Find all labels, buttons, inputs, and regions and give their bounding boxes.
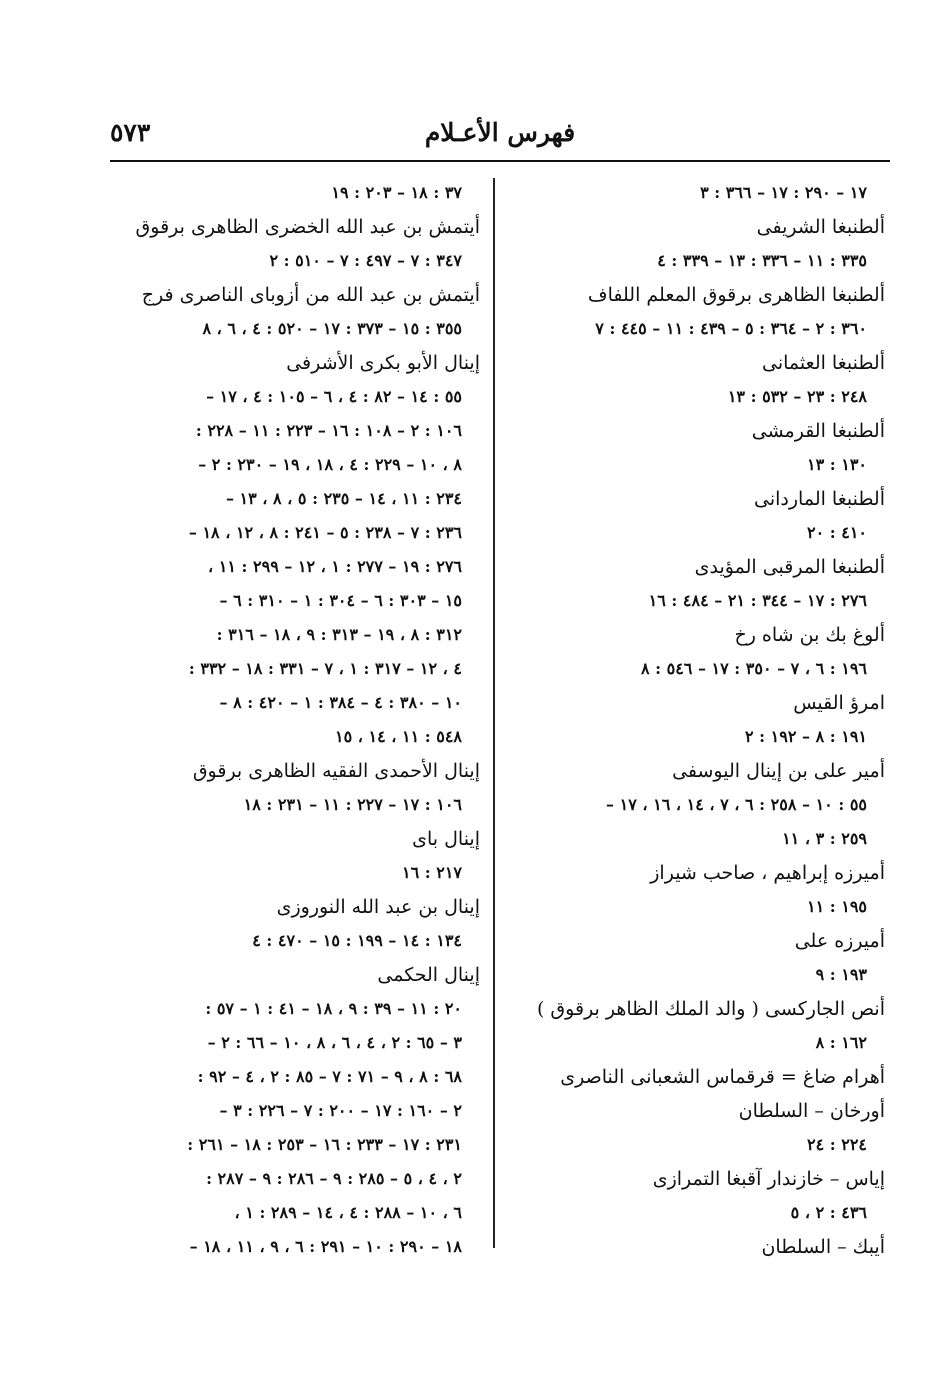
- left-column: [110, 176, 480, 1264]
- index-entry-name: أيتمش بن عبد الله من أزوباى الناصرى فرج: [141, 284, 480, 306]
- index-entry-name: ألطنبغا الماردانى: [754, 488, 885, 510]
- index-entry-name: أيتمش بن عبد الله الخضرى الظاهرى برقوق: [135, 216, 480, 238]
- index-entry-name: أورخان – السلطان: [738, 1100, 885, 1122]
- index-entry-name: ألوغ بك بن شاه رخ: [734, 624, 885, 646]
- index-entry-pages: ٢٠ : ١١ – ٣٩ : ٩ ، ١٨ – ٤١ : ١ – ٥٧ :: [205, 999, 462, 1018]
- index-entry-pages: ٣٦٠ : ٢ – ٣٦٤ : ٥ – ٤٣٩ : ١١ – ٤٤٥ : ٧: [595, 319, 867, 338]
- right-column: [515, 176, 885, 1264]
- index-entry-pages: ٢ – ١٦٠ : ١٧ – ٢٠٠ : ٧ – ٢٢٦ : ٣ –: [219, 1101, 462, 1120]
- index-entry-pages: ٢ ، ٤ ، ٥ – ٢٨٥ : ٩ – ٢٨٦ : ٩ – ٢٨٧ :: [206, 1169, 462, 1188]
- index-entry-name: أميرزه على: [794, 930, 885, 952]
- index-entry-pages: ٣٣٥ : ١١ – ٣٣٦ : ١٣ – ٣٣٩ : ٤: [657, 251, 867, 270]
- column-divider: [493, 178, 495, 1248]
- index-entry-name: أهرام ضاغ = قرقماس الشعبانى الناصرى: [560, 1066, 885, 1088]
- index-entry-name: امرؤ القيس: [793, 692, 885, 714]
- index-entry-pages: ٤١٠ : ٢٠: [806, 523, 867, 542]
- index-entry-name: إينال بن عبد الله النوروزى: [276, 896, 480, 918]
- index-entry-name: ألطنبغا القرمشى: [751, 420, 885, 442]
- index-entry-pages: ٤٣٦ : ٢ ، ٥: [790, 1203, 867, 1222]
- page-number: ٥٧٣: [110, 118, 151, 147]
- index-entry-pages: ٢٤٨ : ٢٣ – ٥٣٢ : ١٣: [727, 387, 867, 406]
- index-entry-pages: ١٩٦ : ٦ ، ٧ – ٣٥٠ : ١٧ – ٥٤٦ : ٨: [640, 659, 867, 678]
- page-title: فهرس الأعـلام: [424, 118, 576, 147]
- index-entry-pages: ٢٣٤ : ١١ ، ١٤ – ٢٣٥ : ٥ ، ٨ ، ١٣ –: [225, 489, 462, 508]
- index-entry-pages: ٢٧٦ : ١٧ – ٣٤٤ : ٢١ – ٤٨٤ : ١٦: [648, 591, 867, 610]
- index-entry-pages: ٣٥٥ : ١٥ – ٣٧٣ : ١٧ – ٥٢٠ : ٤ ، ٦ ، ٨: [202, 319, 462, 338]
- index-entry-name: إينال باى: [412, 828, 480, 850]
- page-header: [110, 118, 890, 158]
- index-entry-name: ألطنبغا العثمانى: [762, 352, 885, 374]
- index-entry-pages: ١٩٣ : ٩: [815, 965, 867, 984]
- index-entry-pages: ٢٥٩ : ٣ ، ١١: [782, 829, 867, 848]
- index-entry-pages: ١٩١ : ٨ – ١٩٢ : ٢: [745, 727, 867, 746]
- index-entry-pages: ١٣٤ : ١٤ – ١٩٩ : ١٥ – ٤٧٠ : ٤: [252, 931, 462, 950]
- index-entry-name: إياس – خازندار آقبغا التمرازى: [652, 1168, 885, 1190]
- index-entry-name: إينال الأحمدى الفقيه الظاهرى برقوق: [192, 760, 480, 782]
- index-entry-name: أيبك – السلطان: [761, 1236, 885, 1258]
- index-entry-name: أنص الجاركسى ( والد الملك الظاهر برقوق ): [536, 998, 885, 1020]
- header-rule: [110, 160, 890, 162]
- index-entry-pages: ٣ – ٦٥ : ٢ ، ٤ ، ٦ ، ٨ ، ١٠ – ٦٦ : ٢ –: [207, 1033, 462, 1052]
- index-entry-pages: ٥٥ : ١٤ – ٨٢ : ٤ ، ٦ – ١٠٥ : ٤ ، ١٧ –: [206, 387, 462, 406]
- index-entry-pages: ٦ ، ١٠ – ٢٨٨ : ٤ ، ١٤ – ٢٨٩ : ١ ،: [234, 1203, 462, 1222]
- index-entry-pages: ١٦٢ : ٨: [815, 1033, 867, 1052]
- index-entry-name: ألطنبغا الشريفى: [756, 216, 885, 238]
- index-entry-pages: ٢٣٦ : ٧ – ٢٣٨ : ٥ – ٢٤١ : ٨ ، ١٢ ، ١٨ –: [188, 523, 462, 542]
- index-entry-pages: ٥٤٨ : ١١ ، ١٤ ، ١٥: [334, 727, 462, 746]
- index-entry-name: ألطنبغا المرقبى المؤيدى: [694, 556, 885, 578]
- index-entry-name: إينال الحكمى: [377, 964, 480, 986]
- index-entry-pages: ١٩٥ : ١١: [806, 897, 867, 916]
- index-entry-name: إينال الأبو بكرى الأشرفى: [286, 352, 480, 374]
- index-entry-pages: ١٥ – ٣٠٣ : ٦ – ٣٠٤ : ١ – ٣١٠ : ٦ –: [219, 591, 462, 610]
- index-entry-pages: ٥٥ : ١٠ – ٢٥٨ : ٦ ، ٧ ، ١٤ ، ١٦ ، ١٧ –: [606, 795, 867, 814]
- index-entry-pages: ٤ ، ١٢ – ٣١٧ : ١ ، ٧ – ٣٣١ : ١٨ – ٣٣٢ :: [188, 659, 462, 678]
- index-entry-pages: ٢٧٦ : ١٩ – ٢٧٧ : ١ ، ١٢ – ٢٩٩ : ١١ ،: [208, 557, 462, 576]
- index-entry-pages: ٦٨ : ٨ ، ٩ – ٧١ : ٧ – ٨٥ : ٢ ، ٤ – ٩٢ :: [197, 1067, 462, 1086]
- index-entry-pages: ٣٧ : ١٨ – ٢٠٣ : ١٩: [331, 183, 462, 202]
- index-entry-pages: ١٠٦ : ١٧ – ٢٢٧ : ١١ – ٢٣١ : ١٨: [243, 795, 462, 814]
- index-entry-name: أمير على بن إينال اليوسفى: [672, 760, 885, 782]
- index-entry-name: أميرزه إبراهيم ، صاحب شيراز: [650, 862, 885, 884]
- index-entry-pages: ٣١٢ : ٨ ، ١٩ – ٣١٣ : ٩ ، ١٨ – ٣١٦ :: [216, 625, 462, 644]
- index-entry-name: ألطنبغا الظاهرى برقوق المعلم اللفاف: [587, 284, 885, 306]
- index-entry-pages: ١٠٦ : ٢ – ١٠٨ : ١٦ – ٢٢٣ : ١١ – ٢٢٨ :: [195, 421, 462, 440]
- index-entry-pages: ١٣٠ : ١٣: [806, 455, 867, 474]
- index-entry-pages: ٢٣١ : ١٧ – ٢٣٣ : ١٦ – ٢٥٣ : ١٨ – ٢٦١ :: [187, 1135, 462, 1154]
- index-entry-pages: ٢٢٤ : ٢٤: [806, 1135, 867, 1154]
- index-entry-pages: ١٨ – ٢٩٠ : ١٠ – ٢٩١ : ٦ ، ٩ ، ١١ ، ١٨ –: [189, 1237, 462, 1256]
- index-entry-pages: ٨ ، ١٠ – ٢٢٩ : ٤ ، ١٨ ، ١٩ – ٢٣٠ : ٢ –: [198, 455, 462, 474]
- index-entry-pages: ١٧ – ٢٩٠ : ١٧ – ٣٦٦ : ٣: [700, 183, 867, 202]
- index-entry-pages: ١٠ – ٣٨٠ : ٤ – ٣٨٤ : ١ – ٤٢٠ : ٨ –: [219, 693, 462, 712]
- index-entry-pages: ٣٤٧ : ٧ – ٤٩٧ : ٧ – ٥١٠ : ٢: [269, 251, 462, 270]
- index-entry-pages: ٢١٧ : ١٦: [401, 863, 462, 882]
